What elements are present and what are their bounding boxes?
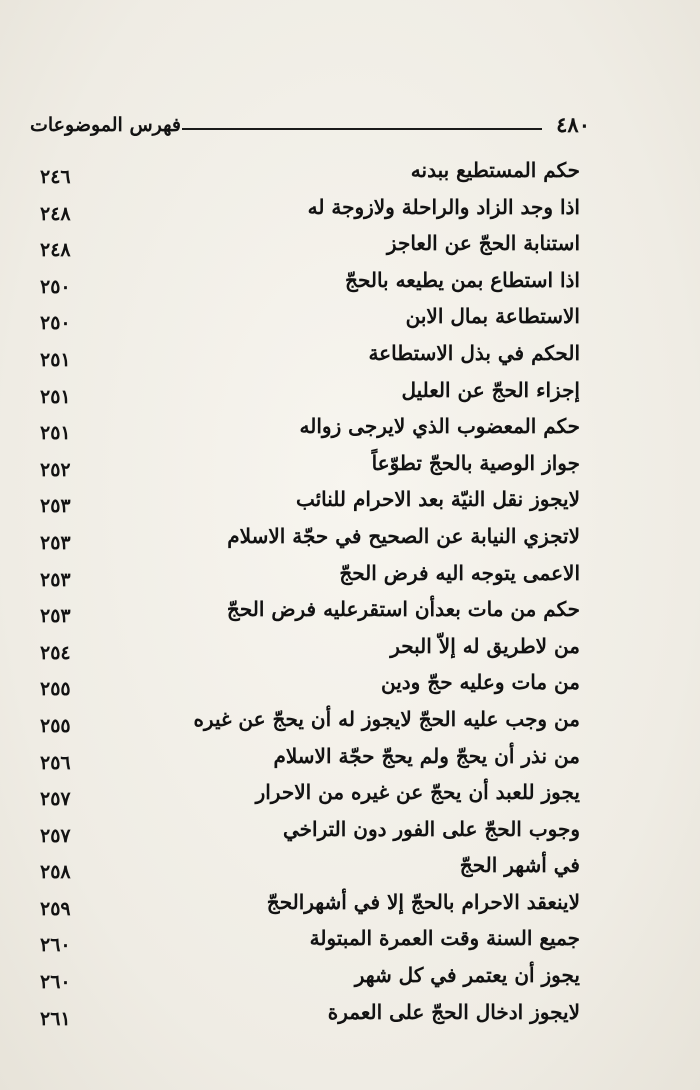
- toc-entry: [40, 451, 580, 488]
- header-rule: [182, 128, 542, 130]
- toc-topic: حكم المعضوب الذي لايرجى زواله: [299, 414, 580, 439]
- toc-entry: [40, 524, 580, 561]
- toc-page-number: ٢٥٥: [40, 678, 71, 701]
- toc-page-number: ٢٦٠: [40, 971, 71, 994]
- toc-page-number: ٢٥٣: [40, 605, 71, 628]
- toc-entry: [40, 158, 580, 195]
- toc-entry: [40, 561, 580, 598]
- toc-page-number: ٢٥١: [40, 348, 71, 371]
- toc-page-number: ٢٥١: [40, 422, 71, 445]
- page-number: ٤٨٠: [556, 112, 590, 137]
- toc-topic: من مات وعليه حجّ ودين: [380, 670, 580, 695]
- toc-topic: استنابة الحجّ عن العاجز: [386, 231, 580, 256]
- toc-entry: [40, 853, 580, 890]
- toc-topic: وجوب الحجّ على الفور دون التراخي: [282, 816, 580, 841]
- toc-entry: [40, 268, 580, 305]
- toc-topic: جواز الوصية بالحجّ تطوّعاً: [371, 450, 580, 475]
- toc-topic: لاينعقد الاحرام بالحجّ إلا في أشهرالحجّ: [266, 889, 580, 914]
- toc-page-number: ٢٥٣: [40, 495, 71, 518]
- toc-topic: الاعمى يتوجه اليه فرض الحجّ: [339, 560, 580, 585]
- toc-topic: من وجب عليه الحجّ لايجوز له أن يحجّ عن غيره: [193, 706, 580, 731]
- toc-page-number: ٢٦٠: [40, 934, 71, 957]
- toc-topic: حكم من مات بعدأن استقرعليه فرض الحجّ: [226, 597, 580, 622]
- toc-entry: [40, 744, 580, 781]
- toc-entry: [40, 378, 580, 415]
- toc-topic: من لاطريق له إلاّ البحر: [390, 633, 580, 658]
- toc-entry: [40, 304, 580, 341]
- toc-topic: اذا استطاع بمن يطيعه بالحجّ: [345, 267, 580, 292]
- toc-page-number: ٢٥٠: [40, 275, 71, 298]
- toc-entry: [40, 341, 580, 378]
- toc-entry: [40, 597, 580, 634]
- toc-topic: الحكم في بذل الاستطاعة: [368, 340, 580, 365]
- toc-page-number: ٢٥٧: [40, 824, 71, 847]
- toc-page-number: ٢٥٩: [40, 897, 71, 920]
- toc-entry: [40, 780, 580, 817]
- toc-page-number: ٢٥٦: [40, 751, 71, 774]
- toc-entry: [40, 707, 580, 744]
- toc-topic: في أشهر الحجّ: [459, 853, 580, 878]
- toc-page-number: ٢٤٨: [40, 239, 71, 262]
- page-header: [30, 112, 590, 142]
- toc-topic: اذا وجد الزاد والراحلة ولازوجة له: [307, 194, 580, 219]
- toc-page-number: ٢٥٣: [40, 531, 71, 554]
- toc-page-number: ٢٤٦: [40, 166, 71, 188]
- toc-page-number: ٢٦١: [40, 1007, 71, 1030]
- toc-topic: إجزاء الحجّ عن العليل: [401, 377, 580, 402]
- toc-entry: [40, 890, 580, 927]
- toc-page-number: ٢٥٤: [40, 641, 71, 664]
- toc-page-number: ٢٥٠: [40, 312, 71, 335]
- toc-page-number: ٢٥٣: [40, 568, 71, 591]
- toc-topic: من نذر أن يحجّ ولم يحجّ حجّة الاسلام: [273, 743, 580, 768]
- toc-topic: لايجوز ادخال الحجّ على العمرة: [327, 999, 580, 1024]
- toc-entry: [40, 231, 580, 268]
- table-of-contents: [40, 158, 580, 1036]
- toc-topic: يجوز أن يعتمر في كل شهر: [354, 963, 580, 988]
- toc-entry: [40, 963, 580, 1000]
- toc-entry: [40, 1000, 580, 1037]
- toc-page-number: ٢٤٨: [40, 202, 71, 225]
- toc-page-number: ٢٥٨: [40, 861, 71, 884]
- toc-entry: [40, 414, 580, 451]
- toc-entry: [40, 487, 580, 524]
- toc-topic: حكم المستطيع ببدنه: [410, 158, 580, 182]
- toc-page-number: ٢٥٢: [40, 458, 71, 481]
- toc-topic: جميع السنة وقت العمرة المبتولة: [309, 926, 580, 951]
- toc-page-number: ٢٥١: [40, 385, 71, 408]
- toc-topic: يجوز للعبد أن يحجّ عن غيره من الاحرار: [255, 780, 580, 805]
- toc-entry: [40, 817, 580, 854]
- toc-entry: [40, 634, 580, 671]
- toc-topic: لاتجزي النيابة عن الصحيح في حجّة الاسلام: [227, 523, 580, 548]
- toc-entry: [40, 195, 580, 232]
- toc-topic: لايجوز نقل النيّة بعد الاحرام للنائب: [295, 487, 580, 512]
- toc-page-number: ٢٥٥: [40, 714, 71, 737]
- toc-page-number: ٢٥٧: [40, 788, 71, 811]
- toc-entry: [40, 670, 580, 707]
- toc-entry: [40, 926, 580, 963]
- running-title: فهرس الموضوعات: [30, 114, 181, 136]
- toc-topic: الاستطاعة بمال الابن: [405, 304, 580, 329]
